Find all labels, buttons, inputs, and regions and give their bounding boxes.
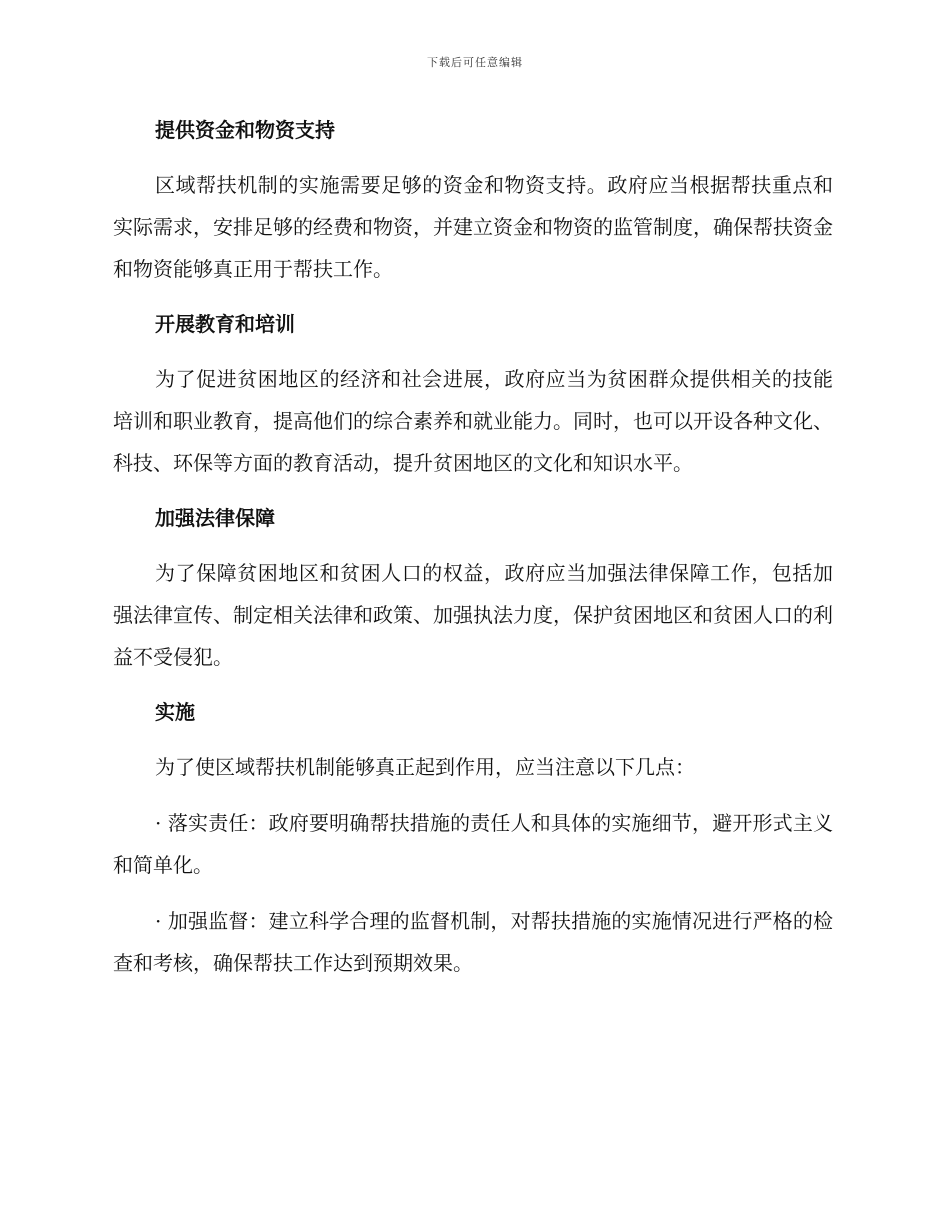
section-intro-paragraph: 为了使区域帮扶机制能够真正起到作用，应当注意以下几点： xyxy=(155,755,695,779)
bullet-item: · 加强监督：建立科学合理的监督机制，对帮扶措施的实施情况进行严格的检查和考核，确保帮扶工作达到预期效果。 xyxy=(113,909,833,975)
bullet-item: · 落实责任：政府要明确帮扶措施的责任人和具体的实施细节，避开形式主义和简单化。 xyxy=(113,811,833,877)
section-legal xyxy=(113,498,833,692)
section-paragraph: 为了保障贫困地区和贫困人口的权益，政府应当加强法律保障工作，包括加强法律宣传、制定相关法律和政策、加强执法力度，保护贫困地区和贫困人口的利益不受侵犯。 xyxy=(113,561,833,669)
section-paragraph: 区域帮扶机制的实施需要足够的资金和物资支持。政府应当根据帮扶重点和实际需求，安排足够的经费和物资，并建立资金和物资的监管制度，确保帮扶资金和物资能够真正用于帮扶工作。 xyxy=(113,173,833,281)
section-heading: 加强法律保障 xyxy=(155,506,275,530)
section-heading: 开展教育和培训 xyxy=(155,312,295,336)
section-paragraph: 为了促进贫困地区的经济和社会进展，政府应当为贫困群众提供相关的技能培训和职业教育，提高他们的综合素养和就业能力。同时，也可以开设各种文化、科技、环保等方面的教育活动，提升贫困地区的文化和知识水平。 xyxy=(113,367,833,475)
section-implementation xyxy=(113,692,833,984)
section-heading: 提供资金和物资支持 xyxy=(155,118,335,142)
section-funding xyxy=(113,110,833,304)
section-education xyxy=(113,304,833,498)
section-heading: 实施 xyxy=(155,700,195,724)
page-header-note: 下载后可任意编辑 xyxy=(427,56,523,69)
document-body xyxy=(113,110,833,984)
